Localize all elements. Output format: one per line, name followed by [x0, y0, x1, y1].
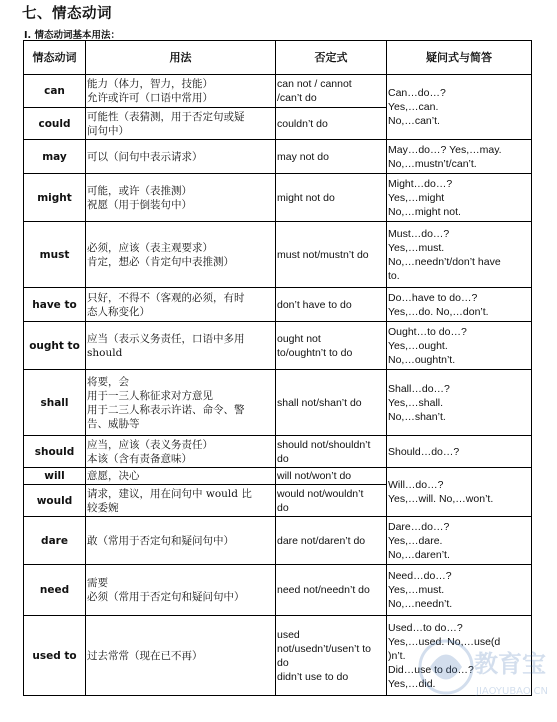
- section-subtitle: I. 情态动词基本用法：: [24, 30, 120, 41]
- negative-line: do: [277, 452, 289, 465]
- question-line: Will…do…?: [388, 479, 444, 491]
- usage-line: 用于一三人称征求对方意见: [87, 389, 213, 402]
- negative-line: should not/shouldn’t: [277, 438, 371, 451]
- svg-text:JIAOYUBAO.CN: JIAOYUBAO.CN: [476, 686, 548, 697]
- usage-line: 可以（问句中表示请求）: [87, 150, 203, 163]
- header-question: 疑问式与简答: [387, 41, 532, 75]
- question-line: Yes,…must.: [388, 584, 445, 596]
- question-line: No,…shan’t.: [388, 410, 446, 423]
- verb-cell: ought to: [24, 322, 86, 370]
- verb-cell: need: [24, 565, 86, 616]
- question-line: Yes,…used. No,…use(d: [388, 635, 501, 648]
- usage-line: 应当（表示义务责任，口语中多用: [87, 332, 245, 345]
- question-line: No,…daren’t.: [388, 548, 450, 561]
- usage-cell: [86, 222, 276, 288]
- verb-cell: can: [24, 75, 86, 108]
- usage-line: 肯定，想必（肯定句中表推测）: [87, 255, 234, 268]
- verb-cell: shall: [24, 370, 86, 436]
- table-row: [24, 468, 532, 485]
- question-cell: [387, 436, 532, 468]
- verb-cell: used to: [24, 616, 86, 696]
- negative-line: dare not/daren’t do: [277, 534, 366, 547]
- verb-cell: might: [24, 174, 86, 222]
- table-row: [24, 517, 532, 565]
- verb-cell: will: [24, 468, 86, 485]
- question-line: No,…mustn’t/can’t.: [388, 157, 477, 170]
- question-cell: [387, 75, 532, 140]
- question-line: No,…oughtn’t.: [388, 353, 456, 366]
- negative-line: couldn’t do: [277, 117, 328, 130]
- usage-line: 应当，应该（表义务责任）: [87, 438, 213, 451]
- question-cell: [387, 140, 532, 174]
- question-line: Shall…do…?: [388, 382, 450, 395]
- usage-line: 告、威胁等: [87, 417, 140, 430]
- usage-cell: [86, 485, 276, 517]
- question-line: Yes,…ought.: [388, 339, 448, 352]
- usage-line: 过去常常（现在已不再）: [87, 649, 203, 662]
- negative-cell: [276, 222, 387, 288]
- question-cell: [387, 565, 532, 616]
- usage-line: should: [87, 346, 123, 359]
- negative-line: didn’t use to do: [277, 670, 349, 683]
- question-cell: [387, 322, 532, 370]
- table-row: [24, 174, 532, 222]
- negative-cell: [276, 436, 387, 468]
- question-cell: [387, 174, 532, 222]
- negative-cell: [276, 517, 387, 565]
- question-line: Yes,…can.: [388, 101, 439, 113]
- table-row: [24, 370, 532, 436]
- question-line: Yes,…shall.: [388, 396, 444, 409]
- question-cell: [387, 222, 532, 288]
- negative-line: might not do: [277, 191, 335, 204]
- usage-line: 祝愿（用于倒装句中）: [87, 198, 192, 211]
- question-line: May…do…? Yes,…may.: [388, 143, 502, 156]
- negative-line: must not/mustn’t do: [277, 248, 369, 261]
- question-cell: [387, 517, 532, 565]
- negative-cell: [276, 174, 387, 222]
- verb-cell: have to: [24, 288, 86, 322]
- usage-line: 用于二三人称表示许诺、命令、警: [87, 403, 245, 416]
- header-verb: 情态动词: [24, 41, 86, 75]
- usage-line: 能力（体力，智力，技能）: [87, 78, 213, 90]
- question-line: Yes,…might: [388, 191, 445, 204]
- verb-cell: dare: [24, 517, 86, 565]
- question-cell: [387, 616, 532, 696]
- verb-cell: must: [24, 222, 86, 288]
- question-line: Can…do…?: [388, 87, 446, 99]
- usage-line: 将要，会: [87, 375, 129, 388]
- negative-line: would not/wouldn’t: [277, 487, 364, 500]
- verb-cell: could: [24, 108, 86, 140]
- usage-line: 问句中）: [87, 124, 129, 137]
- negative-line: will not/won’t do: [277, 470, 352, 482]
- negative-line: shall not/shan’t do: [277, 396, 362, 409]
- question-line: )n’t.: [388, 649, 406, 662]
- usage-line: 可能，或许（表推测）: [87, 184, 192, 197]
- question-line: Dare…do…?: [388, 520, 450, 533]
- modal-verbs-table: [23, 40, 532, 696]
- question-cell: [387, 370, 532, 436]
- table-row: [24, 75, 532, 108]
- usage-line: 允许或许可（口语中常用）: [87, 92, 213, 104]
- negative-cell: [276, 370, 387, 436]
- question-line: Yes,…did.: [388, 677, 436, 690]
- negative-line: need not/needn’t do: [277, 584, 370, 596]
- usage-line: 必须，应该（表主观要求）: [87, 241, 213, 254]
- question-line: Did…use to do…?: [388, 663, 474, 676]
- table-row: [24, 222, 532, 288]
- question-line: Yes,…will. No,…won’t.: [388, 493, 494, 505]
- usage-cell: [86, 288, 276, 322]
- usage-line: 态人称变化）: [87, 305, 150, 318]
- header-usage: 用法: [86, 41, 276, 75]
- negative-line: /can’t do: [277, 92, 317, 104]
- usage-line: 意愿，决心: [87, 470, 140, 482]
- question-line: Might…do…?: [388, 177, 453, 190]
- negative-line: may not do: [277, 150, 329, 163]
- svg-text:教育宝: 教育宝: [474, 650, 546, 678]
- negative-line: to/oughtn’t to do: [277, 346, 353, 359]
- negative-cell: [276, 75, 387, 108]
- usage-line: 较委婉: [87, 501, 119, 514]
- negative-cell: [276, 565, 387, 616]
- negative-cell: [276, 485, 387, 517]
- question-line: Yes,…do. No,…don’t.: [388, 305, 489, 318]
- question-line: Must…do…?: [388, 227, 450, 240]
- verb-cell: would: [24, 485, 86, 517]
- negative-cell: [276, 616, 387, 696]
- usage-cell: [86, 616, 276, 696]
- verb-cell: may: [24, 140, 86, 174]
- question-line: No,…needn’t/don’t have: [388, 255, 501, 268]
- section-title: 七、情态动词: [22, 6, 112, 22]
- table-row: [24, 140, 532, 174]
- usage-line: 请求，建议，用在问句中 would 比: [87, 487, 252, 500]
- usage-line: 只好，不得不（客观的必须，有时: [87, 291, 245, 304]
- usage-line: 敢（常用于否定句和疑问句中）: [87, 534, 234, 547]
- negative-line: do: [277, 656, 289, 669]
- negative-line: don’t have to do: [277, 298, 352, 311]
- question-line: Need…do…?: [388, 570, 452, 582]
- usage-cell: [86, 436, 276, 468]
- usage-cell: [86, 565, 276, 616]
- negative-cell: [276, 468, 387, 485]
- negative-line: used: [277, 628, 300, 641]
- table-row: [24, 288, 532, 322]
- question-cell: [387, 468, 532, 517]
- question-line: No,…can’t.: [388, 115, 440, 127]
- table-row: [24, 436, 532, 468]
- question-line: No,…might not.: [388, 205, 461, 218]
- usage-line: 必须（常用于否定句和疑问句中）: [87, 591, 245, 603]
- negative-cell: [276, 322, 387, 370]
- header-negative: 否定式: [276, 41, 387, 75]
- usage-cell: [86, 108, 276, 140]
- question-line: to.: [388, 269, 400, 282]
- usage-cell: [86, 517, 276, 565]
- negative-line: ought not: [277, 332, 321, 345]
- negative-line: can not / cannot: [277, 78, 352, 90]
- usage-cell: [86, 370, 276, 436]
- question-line: Do…have to do…?: [388, 291, 478, 304]
- table-row: [24, 565, 532, 616]
- usage-cell: [86, 174, 276, 222]
- question-line: Used…to do…?: [388, 621, 463, 634]
- question-line: Should…do…?: [388, 445, 460, 458]
- negative-cell: [276, 288, 387, 322]
- table-header-row: [24, 41, 532, 75]
- question-cell: [387, 288, 532, 322]
- usage-cell: [86, 468, 276, 485]
- usage-line: 本该（含有责备意味）: [87, 452, 192, 465]
- table-row: [24, 322, 532, 370]
- usage-line: 需要: [87, 577, 108, 589]
- question-line: No,…needn’t.: [388, 598, 453, 610]
- usage-cell: [86, 75, 276, 108]
- usage-cell: [86, 140, 276, 174]
- question-line: Yes,…must.: [388, 241, 445, 254]
- negative-line: do: [277, 501, 289, 514]
- negative-line: not/usedn’t/usen’t to: [277, 642, 371, 655]
- table-row: [24, 616, 532, 696]
- negative-cell: [276, 108, 387, 140]
- question-line: Yes,…dare.: [388, 534, 443, 547]
- question-line: Ought…to do…?: [388, 325, 467, 338]
- usage-cell: [86, 322, 276, 370]
- negative-cell: [276, 140, 387, 174]
- verb-cell: should: [24, 436, 86, 468]
- usage-line: 可能性（表猜测，用于否定句或疑: [87, 110, 245, 123]
